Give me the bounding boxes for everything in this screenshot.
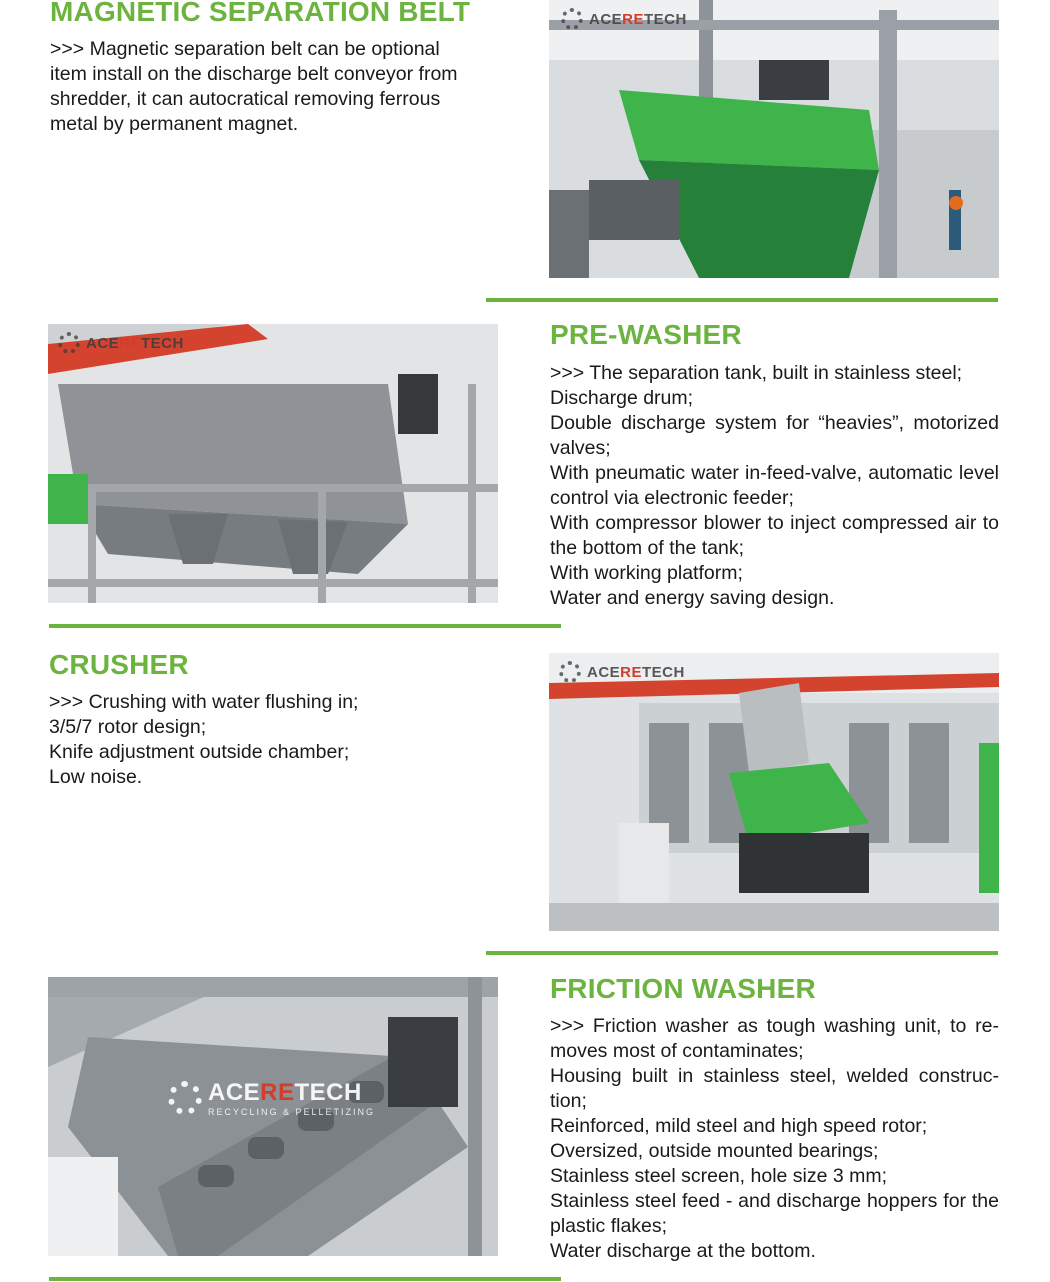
section-text-crusher (49, 690, 489, 790)
text-line: Housing built in stainless steel, welded construc-tion; (550, 1065, 999, 1112)
gear-icon (168, 1081, 202, 1115)
brand-logo (168, 1079, 375, 1117)
text-line: metal by permanent magnet. (50, 113, 299, 135)
text-line: With working platform; (550, 562, 743, 584)
divider (486, 298, 998, 302)
text-line: Oversized, outside mounted bearings; (550, 1140, 879, 1162)
section-title-pre-washer: PRE-WASHER (550, 319, 742, 350)
divider (49, 1277, 561, 1281)
text-line: Stainless steel feed - and discharge hoppers for the plastic flakes; (550, 1190, 999, 1237)
text-line: Water and energy saving design. (550, 587, 835, 609)
text-line: Discharge drum; (550, 387, 694, 409)
brand-name-accent: RE (260, 1079, 295, 1106)
brand-name-accent: RE (119, 334, 142, 352)
brand-name-prefix: ACE (587, 663, 621, 681)
text-line: Double discharge system for “heavies”, motorized valves; (550, 412, 999, 459)
section-text-friction-washer (550, 1014, 999, 1264)
section-title-friction-washer: FRICTION WASHER (550, 973, 816, 1004)
gear-icon (561, 8, 583, 30)
text-line: Stainless steel screen, hole size 3 mm; (550, 1165, 888, 1187)
divider (486, 951, 998, 955)
section-text-magnetic-separation-belt (50, 37, 490, 137)
brand-name-suffix: TECH (644, 10, 687, 28)
text-line: >>> The separation tank, built in stainless steel; (550, 362, 963, 384)
pre-washer-photo (48, 324, 498, 603)
brand-name-suffix: TECH (294, 1079, 362, 1106)
brand-name-suffix: TECH (141, 334, 184, 352)
text-line: Knife adjustment outside chamber; (49, 741, 350, 763)
text-line: With compressor blower to inject compressed air to the bottom of the tank; (550, 512, 999, 559)
brand-name-accent: RE (622, 10, 645, 28)
magnetic-separator-photo (549, 0, 999, 278)
gear-icon (559, 661, 581, 683)
divider (49, 624, 561, 628)
brand-name-prefix: ACE (589, 10, 623, 28)
brand-name-accent: RE (620, 663, 643, 681)
text-line: With pneumatic water in-feed-valve, automatic level control via electronic feeder; (550, 462, 999, 509)
brand-name-prefix: ACE (86, 334, 120, 352)
gear-icon (58, 332, 80, 354)
text-line: Water discharge at the bottom. (550, 1240, 816, 1262)
text-line: Reinforced, mild steel and high speed rotor; (550, 1115, 928, 1137)
section-text-pre-washer (550, 361, 999, 611)
brand-logo (561, 8, 687, 30)
text-line: >>> Crushing with water flushing in; (49, 691, 359, 713)
section-title-magnetic-separation-belt: MAGNETIC SEPARATION BELT (50, 0, 471, 27)
brand-logo (559, 661, 685, 683)
friction-washer-photo (48, 977, 498, 1256)
brand-logo (58, 332, 184, 354)
brand-name-suffix: TECH (642, 663, 685, 681)
brand-name-prefix: ACE (208, 1079, 261, 1106)
brand-tagline: RECYCLING & PELLETIZING (208, 1107, 376, 1117)
text-line: >>> Magnetic separation belt can be optional (50, 38, 440, 60)
text-line: >>> Friction washer as tough washing unit, to re-moves most of contaminates; (550, 1015, 999, 1062)
text-line: shredder, it can autocratical removing ferrous (50, 88, 441, 110)
text-line: 3/5/7 rotor design; (49, 716, 207, 738)
text-line: item install on the discharge belt conveyor from (50, 63, 458, 85)
section-title-crusher: CRUSHER (49, 649, 189, 680)
crusher-photo (549, 653, 999, 931)
text-line: Low noise. (49, 766, 143, 788)
